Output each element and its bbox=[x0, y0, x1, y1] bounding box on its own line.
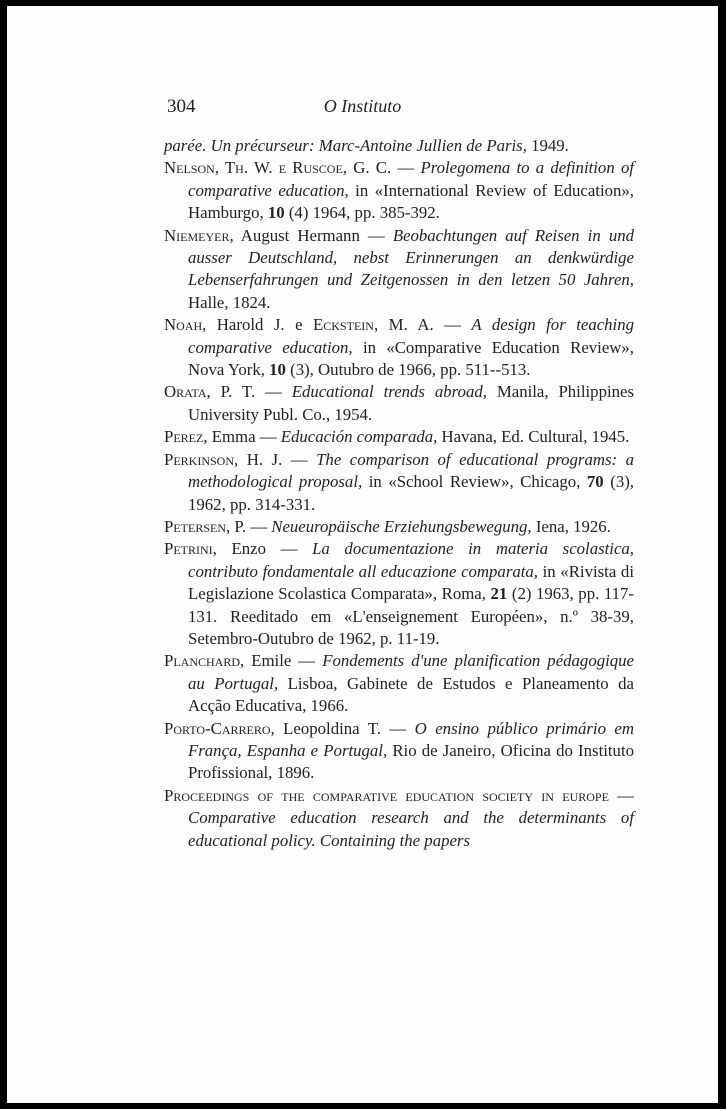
entry-title: The comparison of educational programs: a methodological proposal, bbox=[188, 449, 634, 492]
entry-details: 1949. bbox=[526, 136, 569, 155]
entry-author: Niemeyer, bbox=[164, 225, 234, 245]
entry-author: Proceedings of the comparative education society in europe bbox=[164, 785, 609, 805]
entry-details-end: (3), Outubro de 1966, pp. 511--513. bbox=[285, 360, 531, 380]
entry-volume: 10 bbox=[267, 203, 285, 223]
entry-details: Halle, 1824. bbox=[188, 292, 271, 312]
entry-title: O ensino público primário em França, Espanha e Portugal, bbox=[188, 718, 634, 760]
entry-author: Orata, bbox=[164, 382, 211, 402]
entry-details: Lisboa, Gabinete de Estudos e Planeamento da Acção Educativa, 1966. bbox=[188, 673, 634, 716]
entry-details-end: (4) 1964, pp. 385-392. bbox=[284, 203, 440, 223]
bibliography-entry bbox=[164, 381, 634, 426]
entry-title: Educational trends abroad, bbox=[291, 382, 487, 402]
bibliography-entry bbox=[164, 449, 634, 516]
entry-title: Educación comparada, bbox=[280, 427, 438, 447]
bibliography-entry bbox=[164, 650, 634, 717]
entry-prefix: Emma — bbox=[207, 427, 281, 447]
entry-details: Manila, Philippines University Publ. Co., 1954. bbox=[188, 382, 634, 424]
bibliography-list bbox=[164, 135, 634, 852]
entry-title: La documentazione in materia scolastica, contributo fondamentale all educazione comparata, bbox=[188, 539, 634, 581]
entry-prefix: Emile — bbox=[244, 651, 323, 671]
page-header bbox=[7, 96, 718, 122]
entry-volume: 21 bbox=[490, 584, 508, 604]
bibliography-entry bbox=[164, 718, 634, 785]
bibliography-entry bbox=[164, 157, 634, 224]
entry-volume: 70 bbox=[586, 472, 604, 492]
entry-author: Porto-Carrero, bbox=[164, 718, 275, 738]
book-page bbox=[7, 6, 718, 1103]
entry-title: Comparative education research and the determinants of educational policy. Containing the papers bbox=[188, 808, 634, 850]
entry-author: Petrini, bbox=[164, 539, 217, 559]
entry-author: Planchard, bbox=[164, 651, 245, 671]
bibliography-entry bbox=[164, 785, 634, 852]
entry-prefix: H. J. — bbox=[238, 449, 317, 469]
entry-title: Fondements d'une planification pédagogique au Portugal, bbox=[188, 651, 634, 693]
entry-details: in «International Review of Education», Hamburgo, bbox=[188, 180, 634, 223]
entry-details: Havana, Ed. Cultural, 1945. bbox=[437, 427, 630, 447]
entry-details: in «School Review», Chicago, bbox=[362, 472, 587, 492]
entry-author: Nelson, Th. W. e Ruscoe, G. C. bbox=[164, 158, 392, 178]
entry-details: Iena, 1926. bbox=[531, 516, 611, 536]
entry-details: in «Comparative Education Review», Nova York, bbox=[188, 337, 634, 380]
entry-author: Perkinson, bbox=[164, 449, 239, 469]
entry-details: in «Rivista di Legislazione Scolastica Comparata», Roma, bbox=[188, 561, 634, 604]
entry-prefix: P. — bbox=[230, 516, 272, 536]
bibliography-entry bbox=[164, 538, 634, 650]
page-number: 304 bbox=[167, 96, 196, 117]
entry-prefix: Leopoldina T. — bbox=[274, 718, 415, 738]
bibliography-entry bbox=[164, 225, 634, 315]
entry-title: Beobachtungen auf Reisen in und ausser Deutschland, nebst Erinnerungen an denkwürdige Lebenserfahrungen und Zeitgenossen in den letzen 50 Jahren, bbox=[188, 225, 634, 290]
entry-details: Rio de Janeiro, Oficina do Instituto Profissional, 1896. bbox=[188, 740, 634, 783]
entry-prefix: — bbox=[608, 785, 634, 805]
entry-details-end: (3), 1962, pp. 314-331. bbox=[188, 472, 634, 514]
bibliography-entry bbox=[164, 426, 634, 448]
entry-title: Neueuropäische Erziehungsbewegung, bbox=[271, 516, 532, 536]
entry-volume: 10 bbox=[269, 360, 286, 380]
entry-prefix: Enzo — bbox=[216, 539, 313, 559]
running-title: O Instituto bbox=[323, 96, 402, 116]
entry-author: Petersen, bbox=[164, 516, 231, 536]
bibliography-entry bbox=[164, 516, 634, 538]
bibliography-entry bbox=[164, 135, 634, 157]
bibliography-entry bbox=[164, 314, 634, 381]
entry-prefix: August Hermann — bbox=[233, 225, 393, 245]
entry-title: Prolegomena to a definition of comparative education, bbox=[188, 158, 634, 200]
entry-title: parée. Un précurseur: Marc-Antoine Jullien de Paris, bbox=[164, 136, 527, 155]
entry-details-end: (2) 1963, pp. 117-131. Reeditado em «L'enseignement Européen», n.º 38-39, Setembro-Outubro de 1962, p. 11-19. bbox=[188, 584, 634, 648]
entry-prefix: P. T. — bbox=[210, 382, 292, 402]
entry-prefix: — bbox=[391, 158, 421, 178]
entry-author: Noah, bbox=[164, 315, 207, 335]
entry-author-2: Eckstein, bbox=[313, 315, 379, 335]
entry-author: Perez, bbox=[164, 427, 208, 447]
entry-title: A design for teaching comparative education, bbox=[188, 315, 634, 357]
entry-prefix-2: M. A. — bbox=[378, 315, 472, 335]
entry-prefix: Harold J. e bbox=[206, 315, 314, 335]
